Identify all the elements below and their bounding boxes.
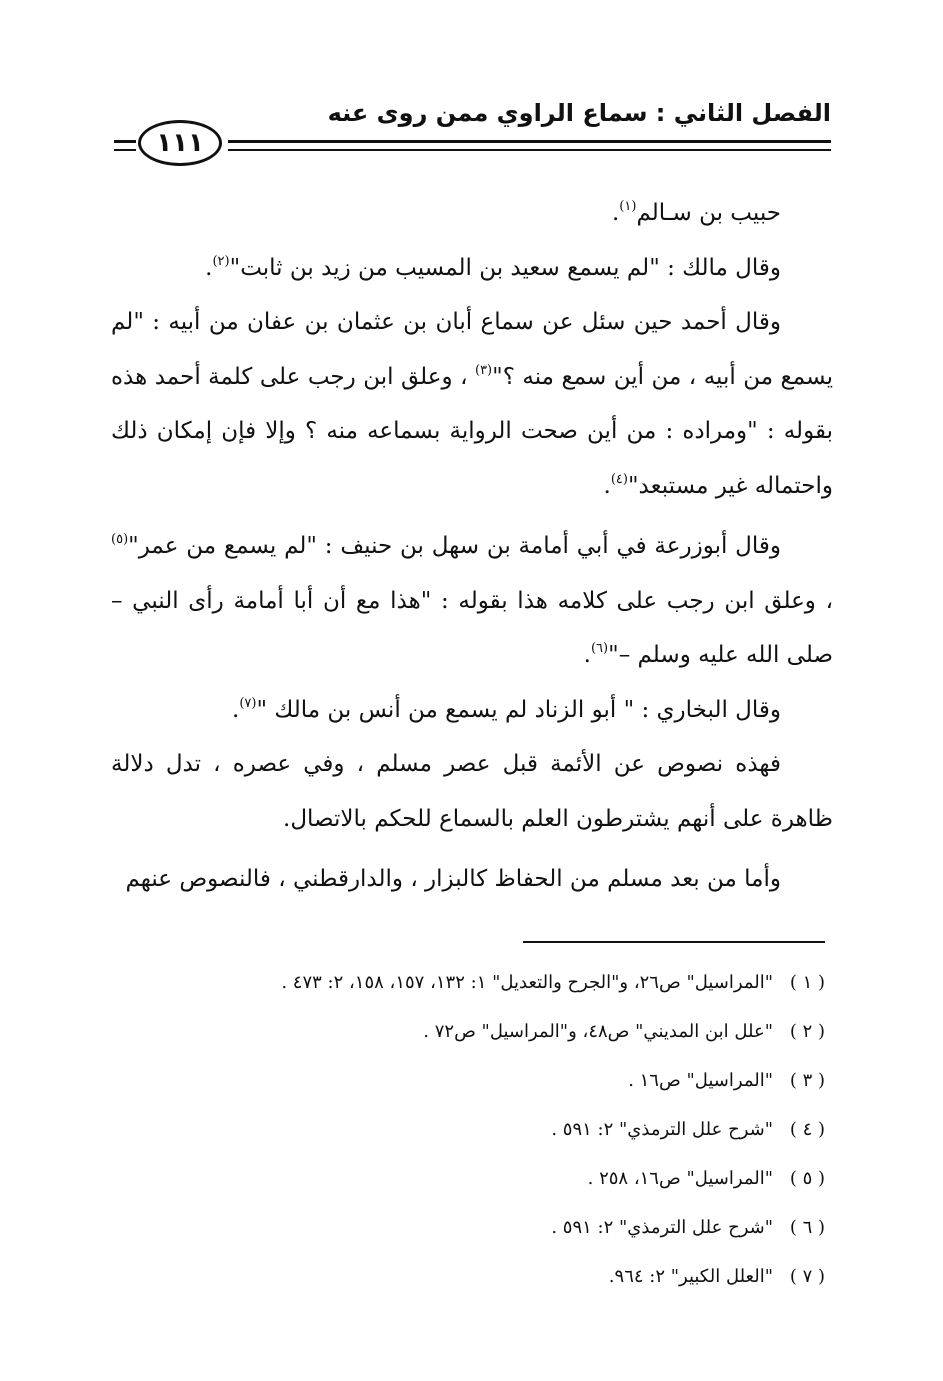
footnote-text: "علل ابن المديني" ص٤٨، و"المراسيل" ص٧٢ . — [423, 1021, 773, 1042]
footnote-text: "شرح علل الترمذي" ٢: ٥٩١ . — [551, 1217, 773, 1238]
header-rule — [228, 140, 831, 151]
footnote-ref: (١) — [619, 199, 637, 214]
footnote-item — [105, 1252, 825, 1301]
paragraph-text: وقال مالك : "لم يسمع سعيد بن المسيب من زيد بن ثابت" — [229, 254, 781, 281]
paragraph-text: حبيب بن سـالم — [636, 200, 781, 226]
paragraph-text: وقال أبوزرعة في أبي أمامة بن سهل بن حنيف : "لم يسمع من عمر" — [128, 533, 781, 559]
page-number: ١١١ — [138, 120, 222, 166]
paragraph-3 — [111, 295, 833, 513]
paragraph-text: ، وعلق ابن رجب على كلمة أحمد هذه بقوله : "ومراده : من أين صحت الرواية بسماعه منه ؟ وإلا فإن إمكان ذلك واحتماله غير مستبعد" — [111, 363, 833, 499]
footnote-number: ( ٢ ) — [789, 1021, 825, 1042]
main-text — [111, 186, 833, 907]
paragraph-text: ، وعلق ابن رجب على كلامه هذا بقوله : "هذا مع أن أبا أمامة رأى النبي – صلى الله عليه وسلم –" — [111, 587, 833, 668]
footnote-item — [105, 1203, 825, 1252]
footnote-text: "شرح علل الترمذي" ٢: ٥٩١ . — [551, 1119, 773, 1140]
footnote-item — [105, 958, 825, 1007]
footnote-number: ( ١ ) — [789, 972, 825, 993]
paragraph-7: وأما من بعد مسلم من الحفاظ كالبزار ، والدارقطني ، فالنصوص عنهم — [125, 866, 781, 892]
paragraph-6: فهذه نصوص عن الأئمة قبل عصر مسلم ، وفي عصره ، تدل دلالة ظاهرة على أنهم يشترطون العلم بالسماع للحكم بالاتصال. — [111, 751, 833, 832]
running-title: الفصل الثاني : سماع الراوي ممن روى عنه — [327, 99, 831, 127]
footnote-number: ( ٦ ) — [789, 1217, 825, 1238]
footnote-number: ( ٧ ) — [789, 1266, 825, 1287]
footnote-number: ( ٥ ) — [789, 1168, 825, 1189]
paragraph-1 — [111, 186, 833, 241]
paragraph-end: . — [205, 254, 213, 281]
footnote-ref: (٤) — [610, 471, 628, 487]
footnote-separator — [523, 941, 825, 943]
footnote-ref: (٥) — [111, 532, 129, 547]
footnote-ref: (٣) — [474, 362, 493, 378]
footnote-item — [105, 1105, 825, 1154]
paragraph-4 — [111, 519, 833, 683]
footnote-number: ( ٤ ) — [789, 1119, 825, 1140]
footnote-text: "المراسيل" ص١٦، ٢٥٨ . — [587, 1168, 773, 1189]
paragraph-end: . — [583, 642, 591, 668]
footnote-text: "المراسيل" ص١٦ . — [628, 1070, 773, 1091]
footnote-text: "العلل الكبير" ٢: ٩٦٤. — [608, 1266, 773, 1287]
paragraph-text: وقال أحمد حين سئل عن سماع أبان بن عثمان بن عفان من أبيه : "لم يسمع من أبيه ، من أين سمع منه ؟" — [111, 309, 833, 390]
footnote-number: ( ٣ ) — [789, 1070, 825, 1091]
paragraph-2 — [111, 241, 833, 296]
paragraph-text: وقال البخاري : " أبو الزناد لم يسمع من أنس بن مالك " — [256, 696, 781, 723]
paragraph-5 — [111, 683, 833, 738]
paragraph-end: . — [611, 200, 620, 226]
header-rule-short — [114, 140, 136, 151]
paragraph-end: . — [232, 696, 240, 723]
footnote-item — [105, 1007, 825, 1056]
footnote-item — [105, 1056, 825, 1105]
footnote-item — [105, 1154, 825, 1203]
footnote-text: "المراسيل" ص٢٦، و"الجرح والتعديل" ١: ١٣٢، ١٥٧، ١٥٨، ٢: ٤٧٣ . — [281, 972, 773, 993]
paragraph-end: . — [603, 472, 611, 499]
footnote-ref: (٦) — [590, 641, 609, 656]
footnote-ref: (٢) — [212, 253, 230, 269]
footnotes-list — [105, 958, 825, 1301]
footnote-ref: (٧) — [239, 695, 257, 711]
